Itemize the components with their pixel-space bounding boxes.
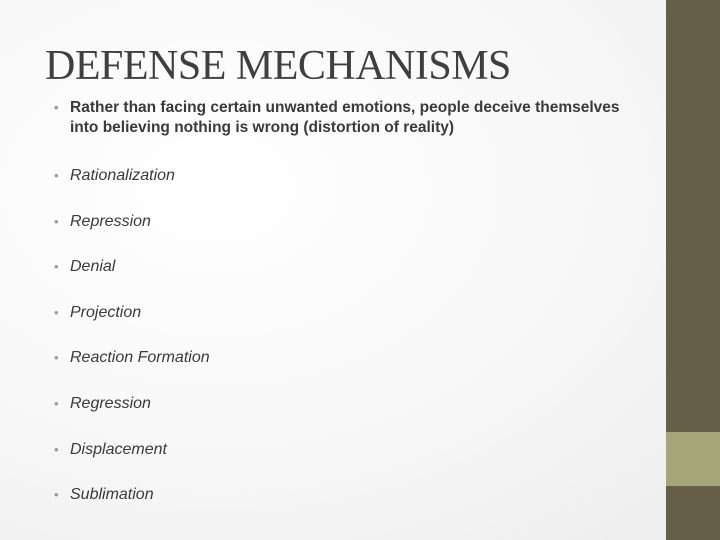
bullet-dot-icon: • [54,350,59,366]
list-item-projection [52,303,652,323]
intro-bullet [52,98,652,138]
bullet-dot-icon: • [54,100,59,115]
bullet-dot-icon: • [54,487,59,503]
list-item-displacement [52,440,652,460]
list-item-label: Regression [70,394,151,412]
list-item-label: Rationalization [70,167,175,184]
bullet-dot-icon: • [54,395,59,411]
list-item-repression [52,212,652,232]
list-item-sublimation [52,485,652,505]
list-item-reaction-formation [52,348,652,368]
bullet-dot-icon: • [54,304,59,320]
list-item-label: Repression [70,212,151,230]
bullet-dot-icon: • [54,168,59,183]
list-item-label: Reaction Formation [70,349,210,367]
list-item-label: Projection [70,303,142,321]
list-item-label: Denial [70,258,116,276]
list-item-regression [52,394,652,414]
side-accent-block [666,432,720,486]
bullet-dot-icon: • [54,259,59,275]
intro-text: Rather than facing certain unwanted emotions, people deceive themselves into believing nothing is wrong (distortion of reality) [70,99,620,136]
list-item-label: Sublimation [70,486,154,504]
bullet-dot-icon: • [54,213,59,229]
bullet-list [52,98,652,531]
slide-title: DEFENSE MECHANISMS [45,43,511,89]
list-item-denial [52,257,652,277]
list-item-label: Displacement [70,440,167,458]
list-item-rationalization [52,166,652,186]
bullet-dot-icon: • [54,441,59,457]
